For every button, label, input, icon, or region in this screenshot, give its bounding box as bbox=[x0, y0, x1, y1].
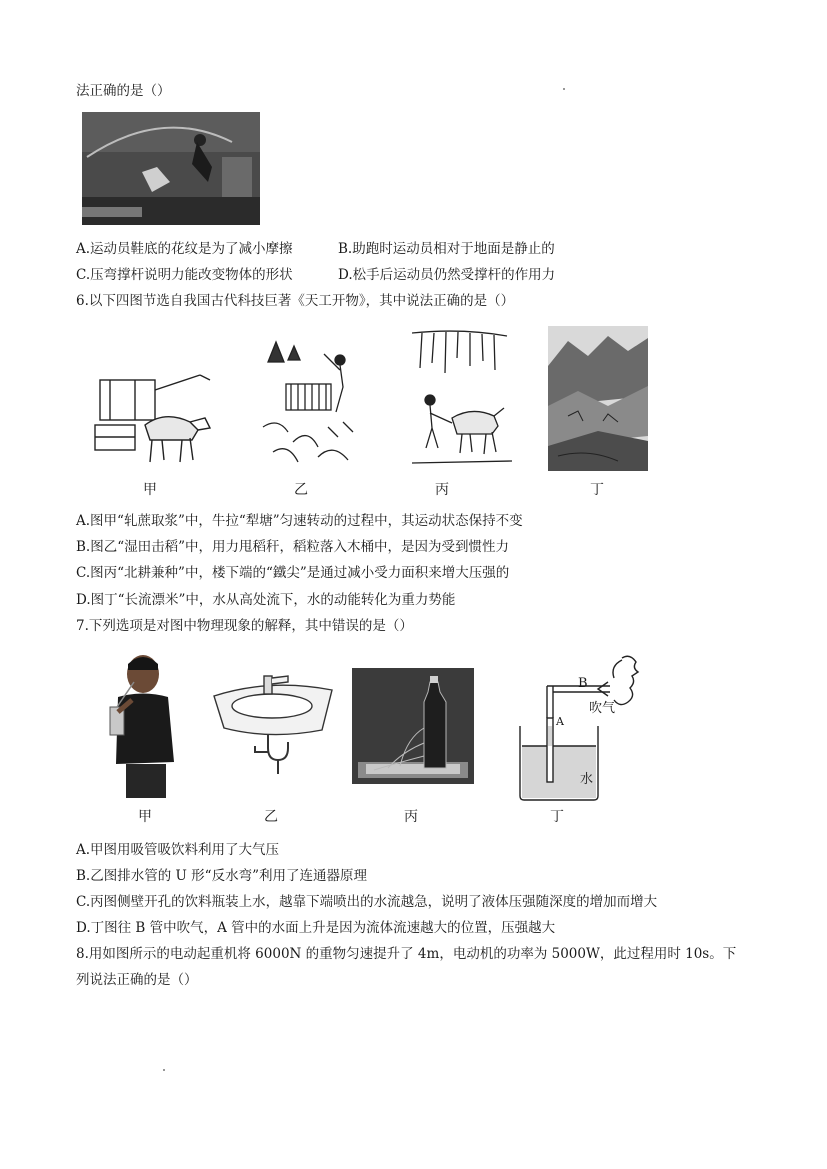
q7-caption-yi: 乙 bbox=[264, 809, 278, 825]
q5-option-c: C.压弯撑杆说明力能改变物体的形状 bbox=[76, 267, 293, 283]
q5-option-a: A.运动员鞋底的花纹是为了减小摩擦 bbox=[76, 241, 293, 257]
q6-caption-yi: 乙 bbox=[294, 482, 308, 498]
q8-stem-line1: 8.用如图所示的电动起重机将 6000N 的重物匀速提升了 4m，电动机的功率为 5000W，此过程用时 10s。下 bbox=[76, 946, 737, 962]
q5-option-d: D.松手后运动员仍然受撑杆的作用力 bbox=[338, 267, 556, 283]
q6-figure-yi bbox=[258, 332, 368, 476]
scan-speck bbox=[163, 1069, 165, 1071]
scan-speck bbox=[563, 88, 565, 90]
q6-caption-ding: 丁 bbox=[590, 482, 604, 498]
q7-option-d: D.丁图往 B 管中吹气，A 管中的水面上升是因为流体流速越大的位置，压强越大 bbox=[76, 920, 556, 936]
q6-option-b: B.图乙“湿田击稻”中，用力甩稻秆，稻粒落入木桶中，是因为受到惯性力 bbox=[76, 539, 510, 555]
tube-b-label: B bbox=[578, 676, 588, 691]
q7-caption-ding: 丁 bbox=[550, 809, 564, 825]
q6-caption-jia: 甲 bbox=[143, 482, 157, 498]
q6-figure-ding bbox=[548, 326, 648, 475]
q6-stem: 6.以下四图节选自我国古代科技巨著《天工开物》，其中说法正确的是（） bbox=[76, 293, 515, 309]
q5-option-b: B.助跑时运动员相对于地面是静止的 bbox=[338, 241, 555, 257]
q7-caption-bing: 丙 bbox=[404, 809, 418, 825]
q7-option-c: C.丙图侧壁开孔的饮料瓶装上水，越靠下端喷出的水流越急，说明了液体压强随深度的增加而增大 bbox=[76, 894, 658, 910]
q8-stem-line2: 列说法正确的是（） bbox=[76, 972, 198, 988]
q5-stem-tail: 法正确的是（） bbox=[76, 83, 171, 99]
q7-caption-jia: 甲 bbox=[138, 809, 152, 825]
q6-option-a: A.图甲“轧蔗取浆”中，牛拉“犁塘”匀速转动的过程中，其运动状态保持不变 bbox=[76, 513, 523, 529]
water-label: 水 bbox=[580, 772, 594, 787]
q7-stem: 7.下列选项是对图中物理现象的解释，其中错误的是（） bbox=[76, 618, 413, 634]
q6-figure-bing bbox=[412, 328, 512, 477]
q6-option-d: D.图丁“长流漂米”中，水从高处流下，水的动能转化为重力势能 bbox=[76, 592, 456, 608]
pole-vault-photo bbox=[82, 112, 260, 225]
tube-a-label: A bbox=[556, 715, 564, 728]
q7-figure-bing bbox=[352, 668, 474, 788]
q7-figure-yi bbox=[210, 668, 335, 782]
q7-figure-jia bbox=[98, 652, 183, 804]
blow-air-label: 吹气 bbox=[589, 701, 616, 716]
q7-option-b: B.乙图排水管的 U 形“反水弯”利用了连通器原理 bbox=[76, 868, 367, 884]
q6-option-c: C.图丙“北耕兼种”中，楼下端的“鐵尖”是通过减小受力面积来增大压强的 bbox=[76, 565, 510, 581]
q7-option-a: A.甲图用吸管吸饮料利用了大气压 bbox=[76, 842, 280, 858]
q6-figure-jia bbox=[90, 370, 220, 474]
q6-caption-bing: 丙 bbox=[435, 482, 449, 498]
